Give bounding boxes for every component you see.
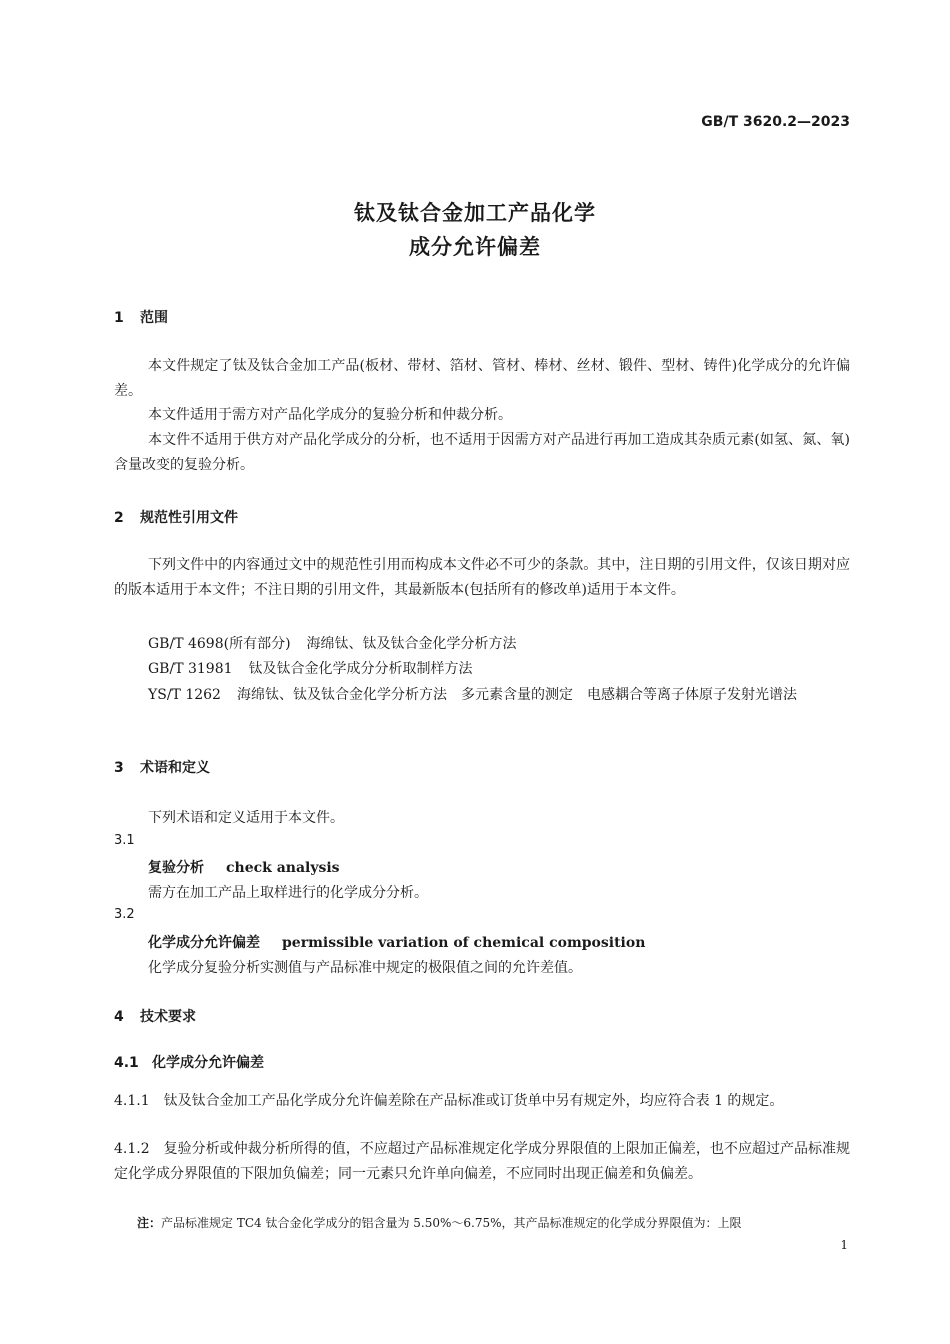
note <box>137 1214 742 1231</box>
reference-title: 海绵钛、钛及钛合金化学分析方法 <box>306 636 517 652</box>
section-title: 规范性引用文件 <box>140 510 238 526</box>
term-definition: 需方在加工产品上取样进行的化学成分分析。 <box>148 885 428 901</box>
term-english: check analysis <box>226 860 340 876</box>
term-definition: 化学成分复验分析实测值与产品标准中规定的极限值之间的允许差值。 <box>148 960 582 976</box>
section-number: 1 <box>114 310 124 326</box>
reference-code: GB/T 31981 <box>148 661 233 677</box>
term-english: permissible variation of chemical composition <box>282 935 646 951</box>
subsection-4-1-heading <box>114 1052 264 1072</box>
reference-item <box>148 633 517 653</box>
term-number: 3.2 <box>114 907 135 922</box>
reference-title: 海绵钛、钛及钛合金化学分析方法 多元素含量的测定 电感耦合等离子体原子发射光谱法 <box>236 687 797 703</box>
section-3-heading <box>114 757 210 777</box>
reference-code: GB/T 4698(所有部分) <box>148 636 291 652</box>
subsection-title: 化学成分允许偏差 <box>152 1055 264 1071</box>
note-label: 注： <box>137 1216 162 1230</box>
note-text: 产品标准规定 TC4 钛合金化学成分的铝含量为 5.50%～6.75%，其产品标准规定的化学成分界限值为：上限 <box>161 1216 742 1230</box>
section-number: 2 <box>114 510 124 526</box>
section-title: 范围 <box>140 310 168 326</box>
term-chinese: 复验分析 <box>148 860 204 876</box>
section-1-heading <box>114 307 168 327</box>
standard-number: GB/T 3620.2—2023 <box>701 114 850 130</box>
section-title: 术语和定义 <box>140 760 210 776</box>
terms-intro: 下列术语和定义适用于本文件。 <box>148 810 344 826</box>
section-2-heading <box>114 507 238 527</box>
scope-paragraph-1: 本文件规定了钛及钛合金加工产品(板材、带材、箔材、管材、棒材、丝材、锻件、型材、铸件)化学成分的允许偏差。 <box>114 358 850 399</box>
reference-item <box>148 658 473 678</box>
clause-4-1-1: 4.1.1 钛及钛合金加工产品化学成分允许偏差除在产品标准或订货单中另有规定外，均应符合表 1 的规定。 <box>114 1093 784 1109</box>
scope-paragraph-2: 本文件适用于需方对产品化学成分的复验分析和仲裁分析。 <box>148 407 512 423</box>
subsection-number: 4.1 <box>114 1055 139 1071</box>
term-entry <box>148 857 340 877</box>
term-chinese: 化学成分允许偏差 <box>148 935 260 951</box>
scope-paragraph-3: 本文件不适用于供方对产品化学成分的分析，也不适用于因需方对产品进行再加工造成其杂质元素(如氢、氮、氧)含量改变的复验分析。 <box>114 432 850 473</box>
term-number: 3.1 <box>114 833 135 848</box>
references-intro: 下列文件中的内容通过文中的规范性引用而构成本文件必不可少的条款。其中，注日期的引用文件，仅该日期对应的版本适用于本文件；不注日期的引用文件，其最新版本(包括所有的修改单)适用于本文件。 <box>114 557 850 598</box>
page-number: 1 <box>840 1238 848 1252</box>
reference-code: YS/T 1262 <box>148 687 221 703</box>
document-title-line2: 成分允许偏差 <box>409 235 541 259</box>
section-number: 4 <box>114 1009 124 1025</box>
section-title: 技术要求 <box>140 1009 196 1025</box>
reference-item <box>114 683 850 708</box>
reference-title: 钛及钛合金化学成分分析取制样方法 <box>248 661 473 677</box>
clause-4-1-2: 4.1.2 复验分析或仲裁分析所得的值，不应超过产品标准规定化学成分界限值的上限加正偏差，也不应超过产品标准规定化学成分界限值的下限加负偏差；同一元素只允许单向偏差，不应同时出现正偏差和负偏差。 <box>114 1141 850 1182</box>
term-entry <box>148 932 645 952</box>
section-number: 3 <box>114 760 124 776</box>
section-4-heading <box>114 1006 196 1026</box>
document-title-line1: 钛及钛合金加工产品化学 <box>354 201 596 225</box>
